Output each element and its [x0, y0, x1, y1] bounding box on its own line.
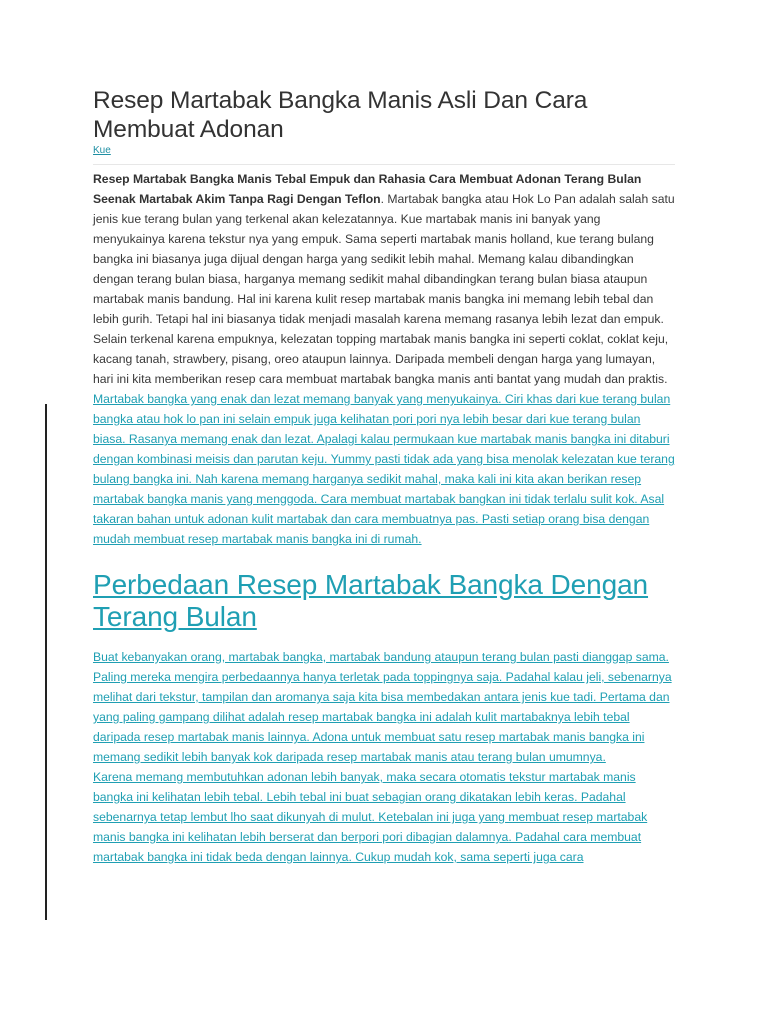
intro-bold-text: Resep Martabak Bangka Manis Tebal Empuk dan Rahasia Cara Membuat Adonan Terang Bulan Seenak Martabak Akim Tanpa Ragi Dengan Teflon [93, 172, 642, 206]
title-divider [93, 164, 675, 165]
section-paragraph-1-link[interactable]: Buat kebanyakan orang, martabak bangka, martabak bandung ataupun terang bulan pasti dianggap sama. Paling mereka mengira perbedaannya hanya terletak pada toppingnya saja. Padahal kalau jeli, sebenarnya melihat dari tekstur, tampilan dan aromanya saja kita bisa membedakan antara jenis kue tadi. Pertama dan yang paling gampang dilihat adalah resep martabak bangka ini adalah kulit martabaknya lebih tebal daripada resep martabak manis lainnya. Adona untuk membuat satu resep martabak manis bangka ini memang sedikit lebih banyak kok daripada resep martabak manis atau terang bulan umumnya. [93, 650, 672, 764]
section-heading-link[interactable]: Perbedaan Resep Martabak Bangka Dengan Terang Bulan [93, 569, 649, 632]
intro-body-text: . Martabak bangka atau Hok Lo Pan adalah salah satu jenis kue terang bulan yang terkenal akan kelezatannya. Kue martabak manis ini banyak yang menyukainya karena tekstur nya yang empuk. Sama seperti martabak manis holland, kue terang bulang bangka ini biasanya juga dijual dengan harga yang sedikit lebih mahal. Memang kalau dibandingkan dengan terang bulan biasa, harganya memang sedikit mahal dibandingkan terang bulan biasa ataupun martabak manis bandung. Hal ini karena kulit resep martabak manis bangka ini memang lebih tebal dan lebih gurih. Tetapi hal ini biasanya tidak menjadi masalah karena memang rasanya lebih lezat dan empuk. Selain terkenal karena empuknya, kelezatan topping martabak manis bangka ini seperti coklat, coklat keju, kacang tanah, strawbery, pisang, oreo ataupun lainnya. Daripada membeli dengan harga yang lumayan, hari ini kita memberikan resep cara membuat martabak bangka manis anti bantat yang mudah dan praktis. [93, 192, 675, 386]
description-link-paragraph[interactable]: Martabak bangka yang enak dan lezat memang banyak yang menyukainya. Ciri khas dari kue terang bulan bangka atau hok lo pan ini selain empuk juga kelihatan pori pori nya lebih besar dari kue terang bulan biasa. Rasanya memang enak dan lezat. Apalagi kalau permukaan kue martabak manis bangka ini ditaburi dengan kombinasi meisis dan parutan keju. Yummy pasti tidak ada yang bisa menolak kelezatan kue terang bulang bangka ini. Nah karena memang harganya sedikit mahal, maka kali ini kita akan berikan resep martabak bangka manis yang menggoda. Cara membuat martabak bangkan ini tidak terlalu sulit kok. Asal takaran bahan untuk adonan kulit martabak dan cara membuatnya pas. Pasti setiap orang bisa dengan mudah membuat resep martabak manis bangka ini di rumah. [93, 392, 675, 546]
article [93, 86, 675, 867]
section-paragraph-2-link[interactable]: Karena memang membutuhkan adonan lebih banyak, maka secara otomatis tekstur martabak manis bangka ini kelihatan lebih tebal. Lebih tebal ini buat sebagian orang dikatakan lebih keras. Padahal sebenarnya tetap lembut lho saat dikunyah di mulut. Ketebalan ini juga yang membuat resep martabak manis bangka ini kelihatan lebih berserat dan berpori pori dibagian dalamnya. Padahal cara membuat martabak bangka ini tidak beda dengan lainnya. Cukup mudah kok, sama seperti juga cara [93, 770, 648, 864]
margin-vertical-line [45, 404, 47, 920]
article-title: Resep Martabak Bangka Manis Asli Dan Cara Membuat Adonan [93, 87, 588, 143]
category-link[interactable]: Kue [93, 145, 111, 156]
intro-paragraph [93, 169, 675, 389]
